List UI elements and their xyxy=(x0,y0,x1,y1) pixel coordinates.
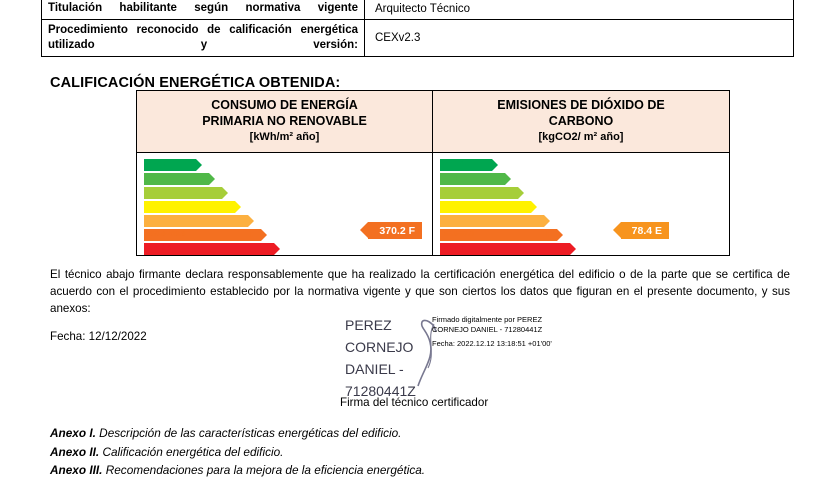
emissions-title-line1: EMISIONES DE DIÓXIDO DE xyxy=(497,98,665,112)
list-item xyxy=(144,172,337,185)
scale-letter-b: B xyxy=(493,173,500,184)
energy-rating-panel xyxy=(136,90,730,256)
scale-range-a: < 10.4 xyxy=(444,161,464,168)
header-info-table xyxy=(41,0,794,57)
list-item xyxy=(144,242,337,255)
signature-name: PEREZ CORNEJO DANIEL - 71280441Z xyxy=(345,317,416,399)
list-item xyxy=(144,158,337,171)
list-item xyxy=(50,443,425,462)
scale-range-d: 24.0-35.7 xyxy=(444,203,474,210)
list-item xyxy=(440,228,633,241)
list-item xyxy=(440,158,633,171)
declaration-paragraph: El técnico abajo firmante declara responsablemente que ha realizado la certificación energética del edificio o de la parte que se certifica de acuerdo con el procedimiento establecido por la normativa vigente y que son ciertos los datos que figuran en el presente documento, y sus anexos: xyxy=(50,268,790,315)
emissions-result-marker xyxy=(621,222,669,239)
scale-range-f: 62.0-97.0 xyxy=(444,231,474,238)
scale-letter-a: A xyxy=(480,159,487,170)
scale-bar-c xyxy=(144,187,222,199)
table-row xyxy=(42,0,794,20)
annex-list xyxy=(50,424,425,480)
scale-range-c: 16.1-24.0 xyxy=(444,189,474,196)
procedure-label: Procedimiento reconocido de calificación energética utilizado y versión: xyxy=(42,20,365,57)
annex-3-text: Recomendaciones para la mejora de la eficiencia energética. xyxy=(102,463,426,477)
annex-2-title: Anexo II. xyxy=(50,444,100,459)
scale-bar-b xyxy=(440,173,505,185)
list-item xyxy=(144,186,337,199)
list-item xyxy=(440,172,633,185)
energy-scale xyxy=(137,153,337,255)
scale-range-b: 46.9-72.1 xyxy=(148,175,178,182)
scale-bar-a xyxy=(440,159,492,171)
scale-letter-b: B xyxy=(197,173,204,184)
scale-range-g: ≥ 97.0 xyxy=(444,245,464,252)
energy-title-line2: PRIMARIA NO RENOVABLE xyxy=(202,114,367,128)
list-item xyxy=(440,186,633,199)
page-title: CALIFICACIÓN ENERGÉTICA OBTENIDA: xyxy=(50,75,341,91)
scale-bar-c xyxy=(440,187,518,199)
list-item xyxy=(440,242,633,255)
scale-letter-e: E xyxy=(236,215,243,226)
annex-1-title: Anexo I. xyxy=(50,426,96,440)
scale-range-f: 250.6-419.8 xyxy=(148,231,186,238)
date-label: Fecha: 12/12/2022 xyxy=(50,330,147,343)
scale-letter-g: G xyxy=(261,243,269,254)
qualification-value: Arquitecto Técnico xyxy=(365,0,794,20)
emissions-unit: [kgCO2/ m² año] xyxy=(538,131,624,143)
list-item xyxy=(50,424,425,443)
scale-letter-g: G xyxy=(557,243,565,254)
table-row xyxy=(42,20,794,57)
scale-range-a: < 46.9 xyxy=(148,161,168,168)
procedure-value: CEXv2.3 xyxy=(365,20,794,57)
scale-bar-g xyxy=(144,243,274,255)
scale-letter-e: E xyxy=(532,215,539,226)
list-item xyxy=(144,228,337,241)
energy-result-marker xyxy=(368,222,422,239)
rating-scales xyxy=(137,152,729,255)
rating-headers xyxy=(137,91,729,152)
scale-letter-f: F xyxy=(250,229,256,240)
energy-title-line1: CONSUMO DE ENERGÍA xyxy=(211,98,358,112)
scale-bar-f xyxy=(440,229,557,241)
scale-range-c: 72.1-107.5 xyxy=(148,189,182,196)
qualification-label: Titulación habilitante según normativa vigente xyxy=(42,0,365,20)
scale-bar-g xyxy=(440,243,570,255)
annex-1-text: Descripción de las características energéticas del edificio. xyxy=(95,426,402,440)
panel-title-emissions xyxy=(433,91,729,152)
annex-2-text: Calificación energética del edificio. xyxy=(99,444,284,459)
scale-letter-f: F xyxy=(546,229,552,240)
list-item xyxy=(144,200,337,213)
scale-bar-e xyxy=(440,215,544,227)
scale-range-e: 35.7-62.0 xyxy=(444,217,474,224)
annex-3-title: Anexo III. xyxy=(50,463,103,477)
signature-details xyxy=(432,315,552,354)
emissions-scale-panel xyxy=(433,153,729,255)
signature-detail-date: Fecha: 2022.12.12 13:18:51 +01'00' xyxy=(432,339,552,348)
scale-bar-a xyxy=(144,159,196,171)
list-item xyxy=(440,200,633,213)
list-item xyxy=(50,461,425,480)
scale-letter-d: D xyxy=(223,201,230,212)
scale-bar-b xyxy=(144,173,209,185)
energy-result-value: 370.2 F xyxy=(379,224,415,237)
signature-detail-signer: Firmado digitalmente por PEREZ CORNEJO DANIEL - 71280441Z xyxy=(432,315,543,334)
scale-range-d: 107.5-160 xyxy=(148,203,180,210)
scale-letter-a: A xyxy=(184,159,191,170)
signature-caption: Firma del técnico certificador xyxy=(340,396,489,409)
emissions-result-value: 78.4 E xyxy=(631,224,662,237)
scale-range-e: 160.1-250.6 xyxy=(148,217,186,224)
list-item xyxy=(144,214,337,227)
scale-bar-e xyxy=(144,215,248,227)
panel-title-energy xyxy=(137,91,433,152)
scale-letter-c: C xyxy=(506,187,513,198)
energy-scale-panel xyxy=(137,153,433,255)
scale-range-b: 10.4-16.1 xyxy=(444,175,474,182)
scale-bar-d xyxy=(440,201,531,213)
energy-unit: [kWh/m² año] xyxy=(249,131,320,143)
emissions-scale xyxy=(433,153,633,255)
emissions-title-line2: CARBONO xyxy=(548,114,614,128)
scale-bar-f xyxy=(144,229,261,241)
scale-letter-d: D xyxy=(519,201,526,212)
scale-range-g: ≥ 419.8 xyxy=(148,245,172,252)
list-item xyxy=(440,214,633,227)
scale-bar-d xyxy=(144,201,235,213)
scale-letter-c: C xyxy=(210,187,217,198)
